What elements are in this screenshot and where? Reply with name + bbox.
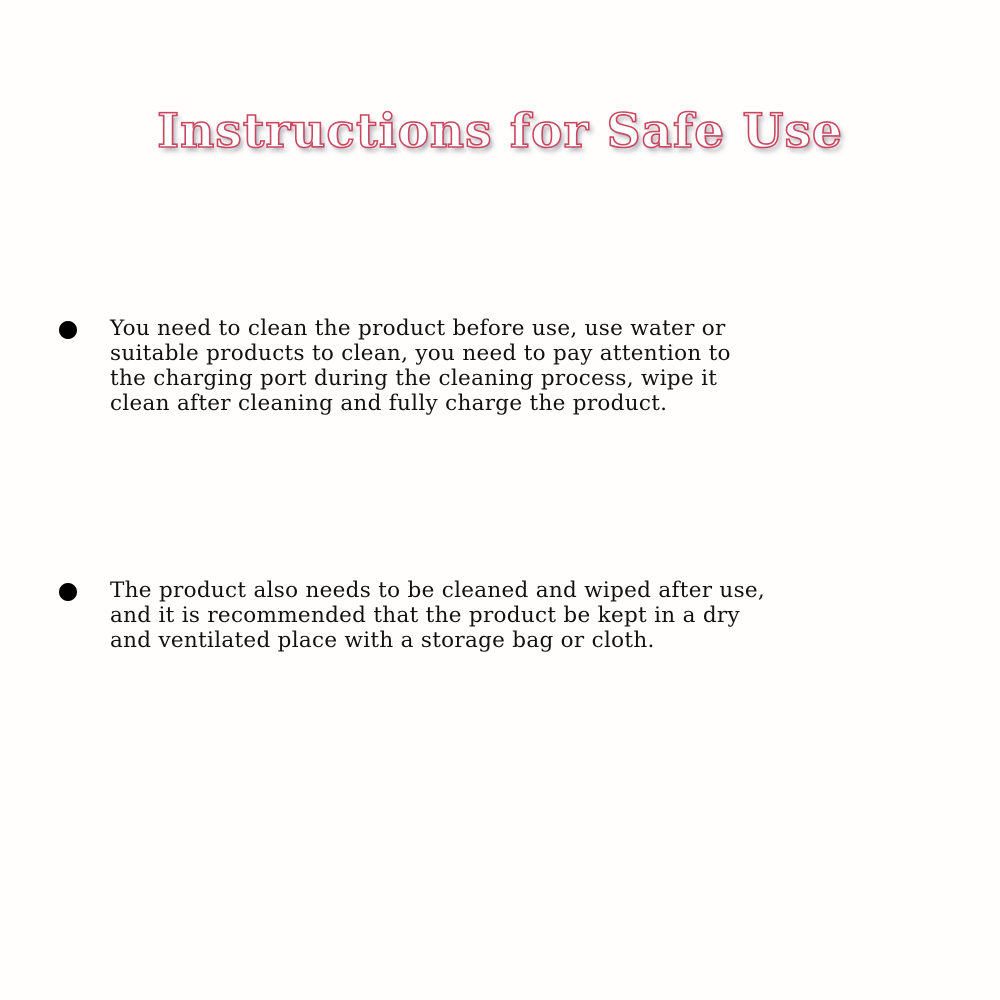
page-title: Instructions for Safe Use [157,104,843,159]
instruction-text: The product also needs to be cleaned and wiped after use, and it is recommended that the product be kept in a dry and ventilated place with a storage bag or cloth. [110,578,766,653]
instruction-item-cleaning-before-use [58,316,858,416]
instruction-item-after-use-storage [58,578,858,653]
bullet-icon [59,321,77,339]
bullet-icon [59,583,77,601]
instruction-text: You need to clean the product before use, use water or suitable products to clean, you need to pay attention to the charging port during the cleaning process, wipe it clean after cleaning and fully charge the product. [110,316,731,416]
